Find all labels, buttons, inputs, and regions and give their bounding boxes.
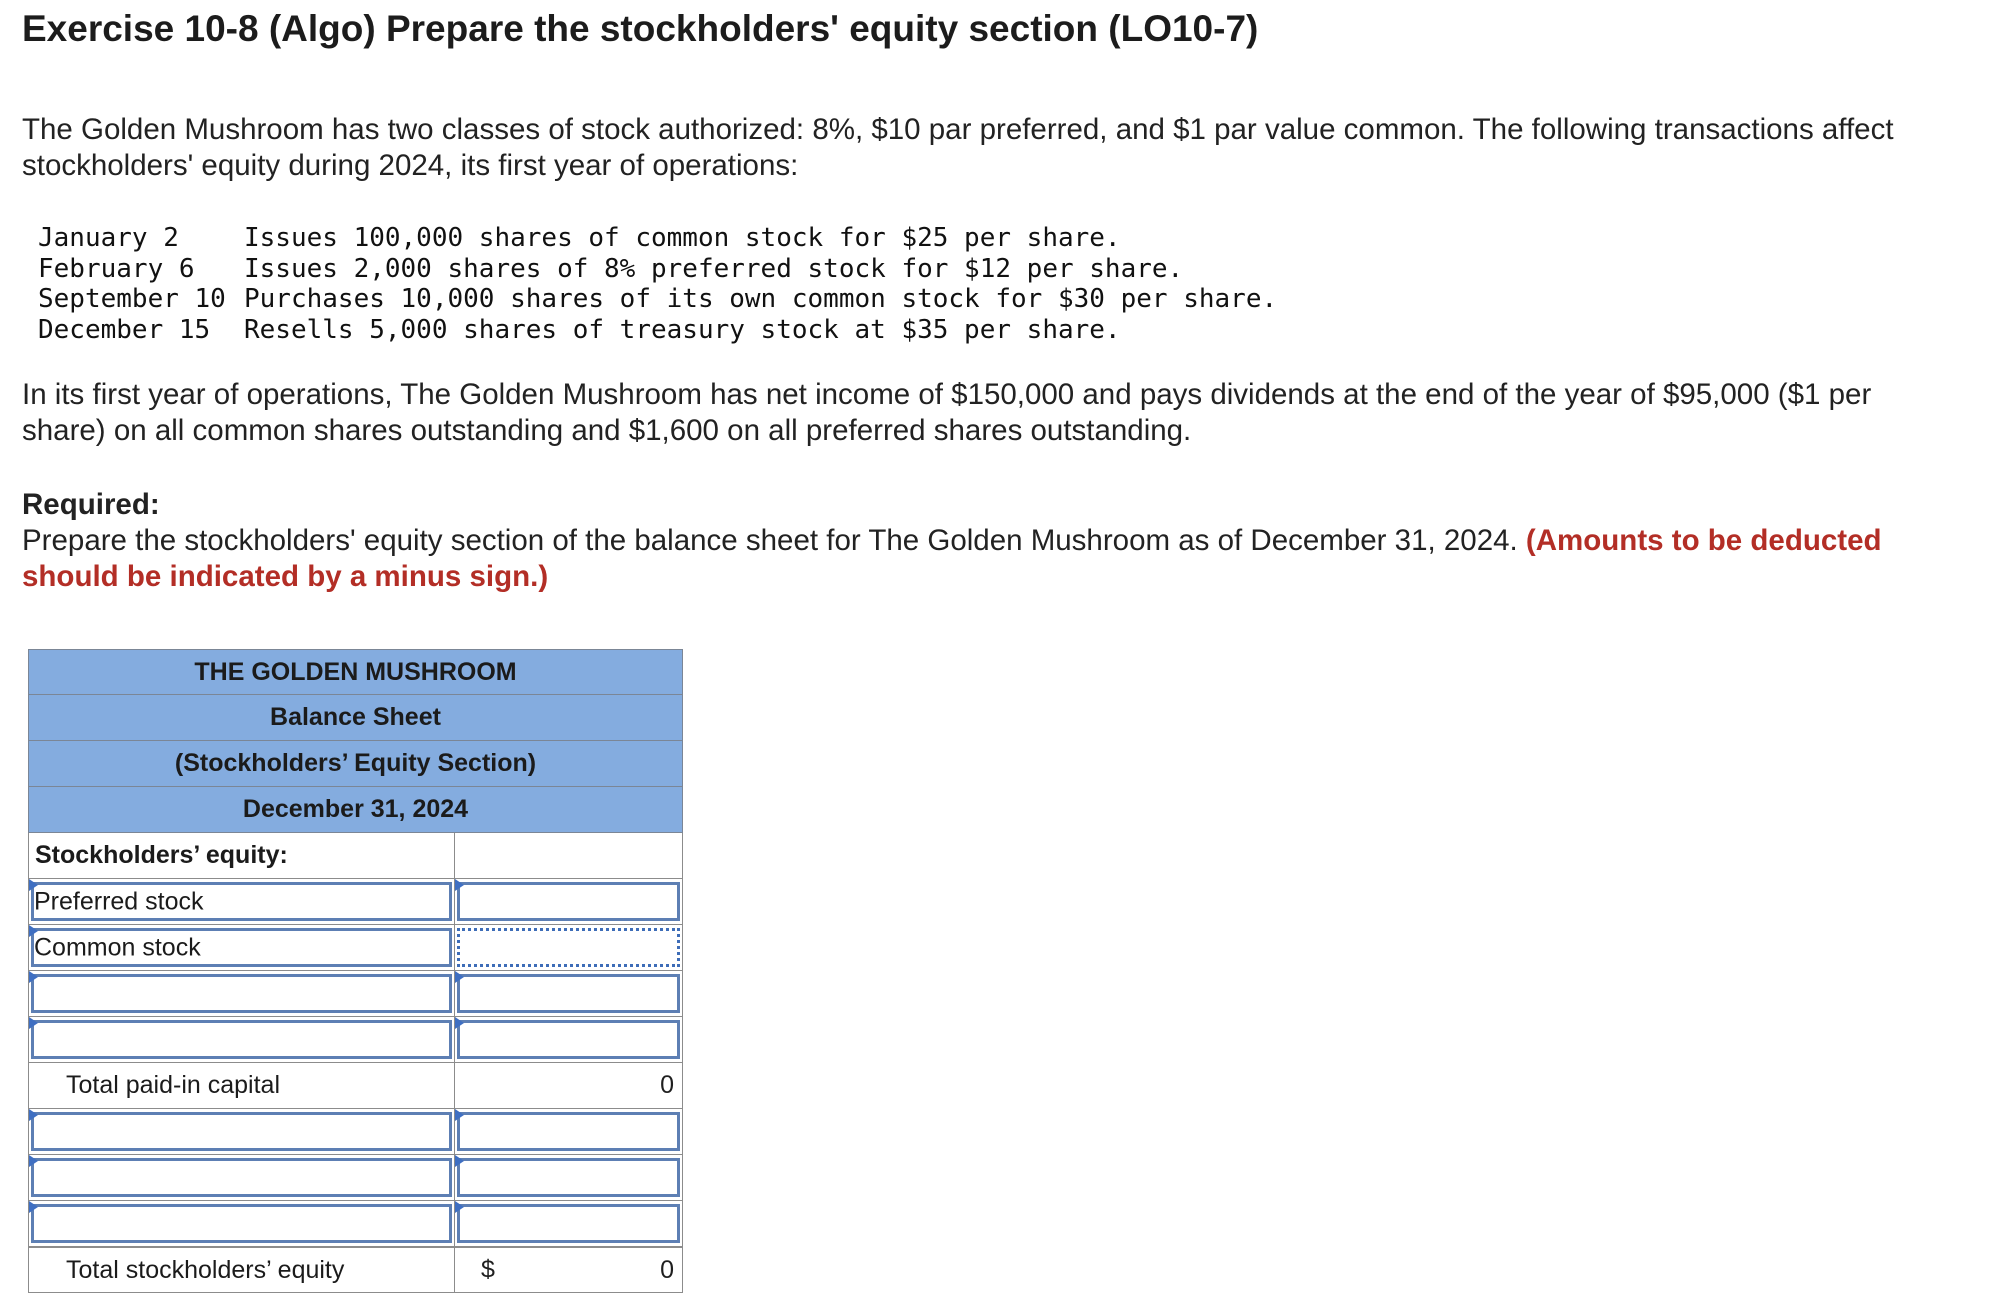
dropdown-indicator-icon: [455, 1109, 464, 1121]
transaction-desc: Resells 5,000 shares of treasury stock at $35 per share.: [244, 314, 1121, 345]
intro-paragraph: The Golden Mushroom has two classes of stock authorized: 8%, $10 par preferred, and $1 par value common. The following transactions affect stockholders' equity during 2024, its first year of operations:: [22, 113, 1894, 182]
paid-in-value-cell-3: [455, 971, 683, 1017]
dropdown-indicator-icon: [29, 879, 38, 891]
transaction-date: January 2: [38, 223, 179, 253]
transaction-desc: Issues 2,000 shares of 8% preferred stock for $12 per share.: [244, 253, 1184, 284]
preferred-stock-cell: [28, 879, 455, 925]
common-stock-label: Common stock: [34, 933, 201, 961]
paid-in-account-cell-3: [28, 971, 455, 1017]
preferred-stock-label: Preferred stock: [34, 887, 204, 915]
equity-account-input-2[interactable]: [31, 1158, 452, 1197]
dropdown-indicator-icon: [29, 1201, 38, 1213]
equity-value-cell-1: [455, 1109, 683, 1155]
dropdown-indicator-icon: [455, 971, 464, 983]
table-row: [28, 971, 683, 1017]
equity-account-input-1[interactable]: [31, 1112, 452, 1151]
equity-account-cell-2: [28, 1155, 455, 1201]
sheet-date: December 31, 2024: [28, 787, 683, 833]
transaction-date: February 6: [38, 253, 195, 284]
dropdown-indicator-icon: [455, 1201, 464, 1213]
total-paid-in-amount: 0: [660, 1071, 674, 1099]
equity-amount-input-2[interactable]: [457, 1158, 680, 1197]
transaction-date: September 10: [38, 284, 226, 314]
balance-sheet-table: [28, 649, 683, 1293]
paid-in-amount-input-4[interactable]: [457, 1020, 680, 1059]
common-stock-amount-input[interactable]: [457, 928, 680, 967]
common-stock-value-cell: [455, 925, 683, 971]
paid-in-value-cell-4: [455, 1017, 683, 1063]
total-equity-row: [28, 1247, 683, 1293]
sheet-company: THE GOLDEN MUSHROOM: [28, 649, 683, 695]
table-row: [28, 1017, 683, 1063]
paid-in-account-input-4[interactable]: [31, 1020, 452, 1059]
equity-heading-label: Stockholders’ equity:: [28, 833, 455, 879]
required-note: (Amounts to be deducted should be indicated by a minus sign.): [22, 524, 1882, 593]
table-row: [28, 1201, 683, 1247]
page-title: Exercise 10-8 (Algo) Prepare the stockholders' equity section (LO10-7): [22, 8, 1259, 49]
sheet-section: (Stockholders’ Equity Section): [28, 741, 683, 787]
common-stock-cell: [28, 925, 455, 971]
dropdown-indicator-icon: [29, 925, 38, 937]
currency-symbol: $: [481, 1255, 495, 1284]
table-row: [28, 1109, 683, 1155]
transactions-list: [38, 223, 1277, 345]
dropdown-indicator-icon: [29, 1109, 38, 1121]
dropdown-indicator-icon: [455, 879, 464, 891]
dropdown-indicator-icon: [455, 1155, 464, 1167]
total-paid-in-label: Total paid-in capital: [28, 1063, 455, 1109]
table-row: [28, 879, 683, 925]
transaction-row: [38, 284, 1277, 315]
equity-value-cell-2: [455, 1155, 683, 1201]
paid-in-account-input-3[interactable]: [31, 974, 452, 1013]
table-row: [28, 925, 683, 971]
paid-in-amount-input-3[interactable]: [457, 974, 680, 1013]
equity-account-input-3[interactable]: [31, 1204, 452, 1243]
transaction-row: [38, 315, 1277, 346]
paid-in-account-cell-4: [28, 1017, 455, 1063]
required-body: [22, 523, 1952, 595]
transaction-desc: Purchases 10,000 shares of its own common stock for $30 per share.: [244, 284, 1278, 314]
preferred-stock-value-cell: [455, 879, 683, 925]
total-equity-label: Total stockholders’ equity: [28, 1247, 455, 1293]
total-equity-amount: 0: [660, 1255, 674, 1284]
total-paid-in-row: [28, 1063, 683, 1109]
preferred-stock-amount-input[interactable]: [457, 882, 680, 921]
total-equity-value: [455, 1247, 683, 1293]
income-paragraph: In its first year of operations, The Golden Mushroom has net income of $150,000 and pays dividends at the end of the year of $95,000 ($1 per share) on all common shares outstanding and $1,600 on all preferred shares outstanding.: [22, 378, 1872, 447]
equity-heading-value: [455, 833, 683, 879]
transaction-row: [38, 223, 1277, 254]
transaction-date: December 15: [38, 314, 211, 345]
sheet-statement: Balance Sheet: [28, 695, 683, 741]
equity-amount-input-3[interactable]: [457, 1204, 680, 1243]
equity-account-cell-1: [28, 1109, 455, 1155]
equity-amount-input-1[interactable]: [457, 1112, 680, 1151]
dropdown-indicator-icon: [455, 1017, 464, 1029]
dropdown-indicator-icon: [29, 1155, 38, 1167]
dropdown-indicator-icon: [29, 1017, 38, 1029]
dropdown-indicator-icon: [29, 971, 38, 983]
required-heading: Required:: [22, 488, 160, 521]
total-paid-in-value: [455, 1063, 683, 1109]
equity-heading-row: [28, 833, 683, 879]
equity-value-cell-3: [455, 1201, 683, 1247]
transaction-row: [38, 254, 1277, 285]
equity-account-cell-3: [28, 1201, 455, 1247]
table-row: [28, 1155, 683, 1201]
required-text: Prepare the stockholders' equity section of the balance sheet for The Golden Mushroom as of December 31, 2024.: [22, 524, 1518, 557]
transaction-desc: Issues 100,000 shares of common stock for $25 per share.: [244, 223, 1121, 253]
